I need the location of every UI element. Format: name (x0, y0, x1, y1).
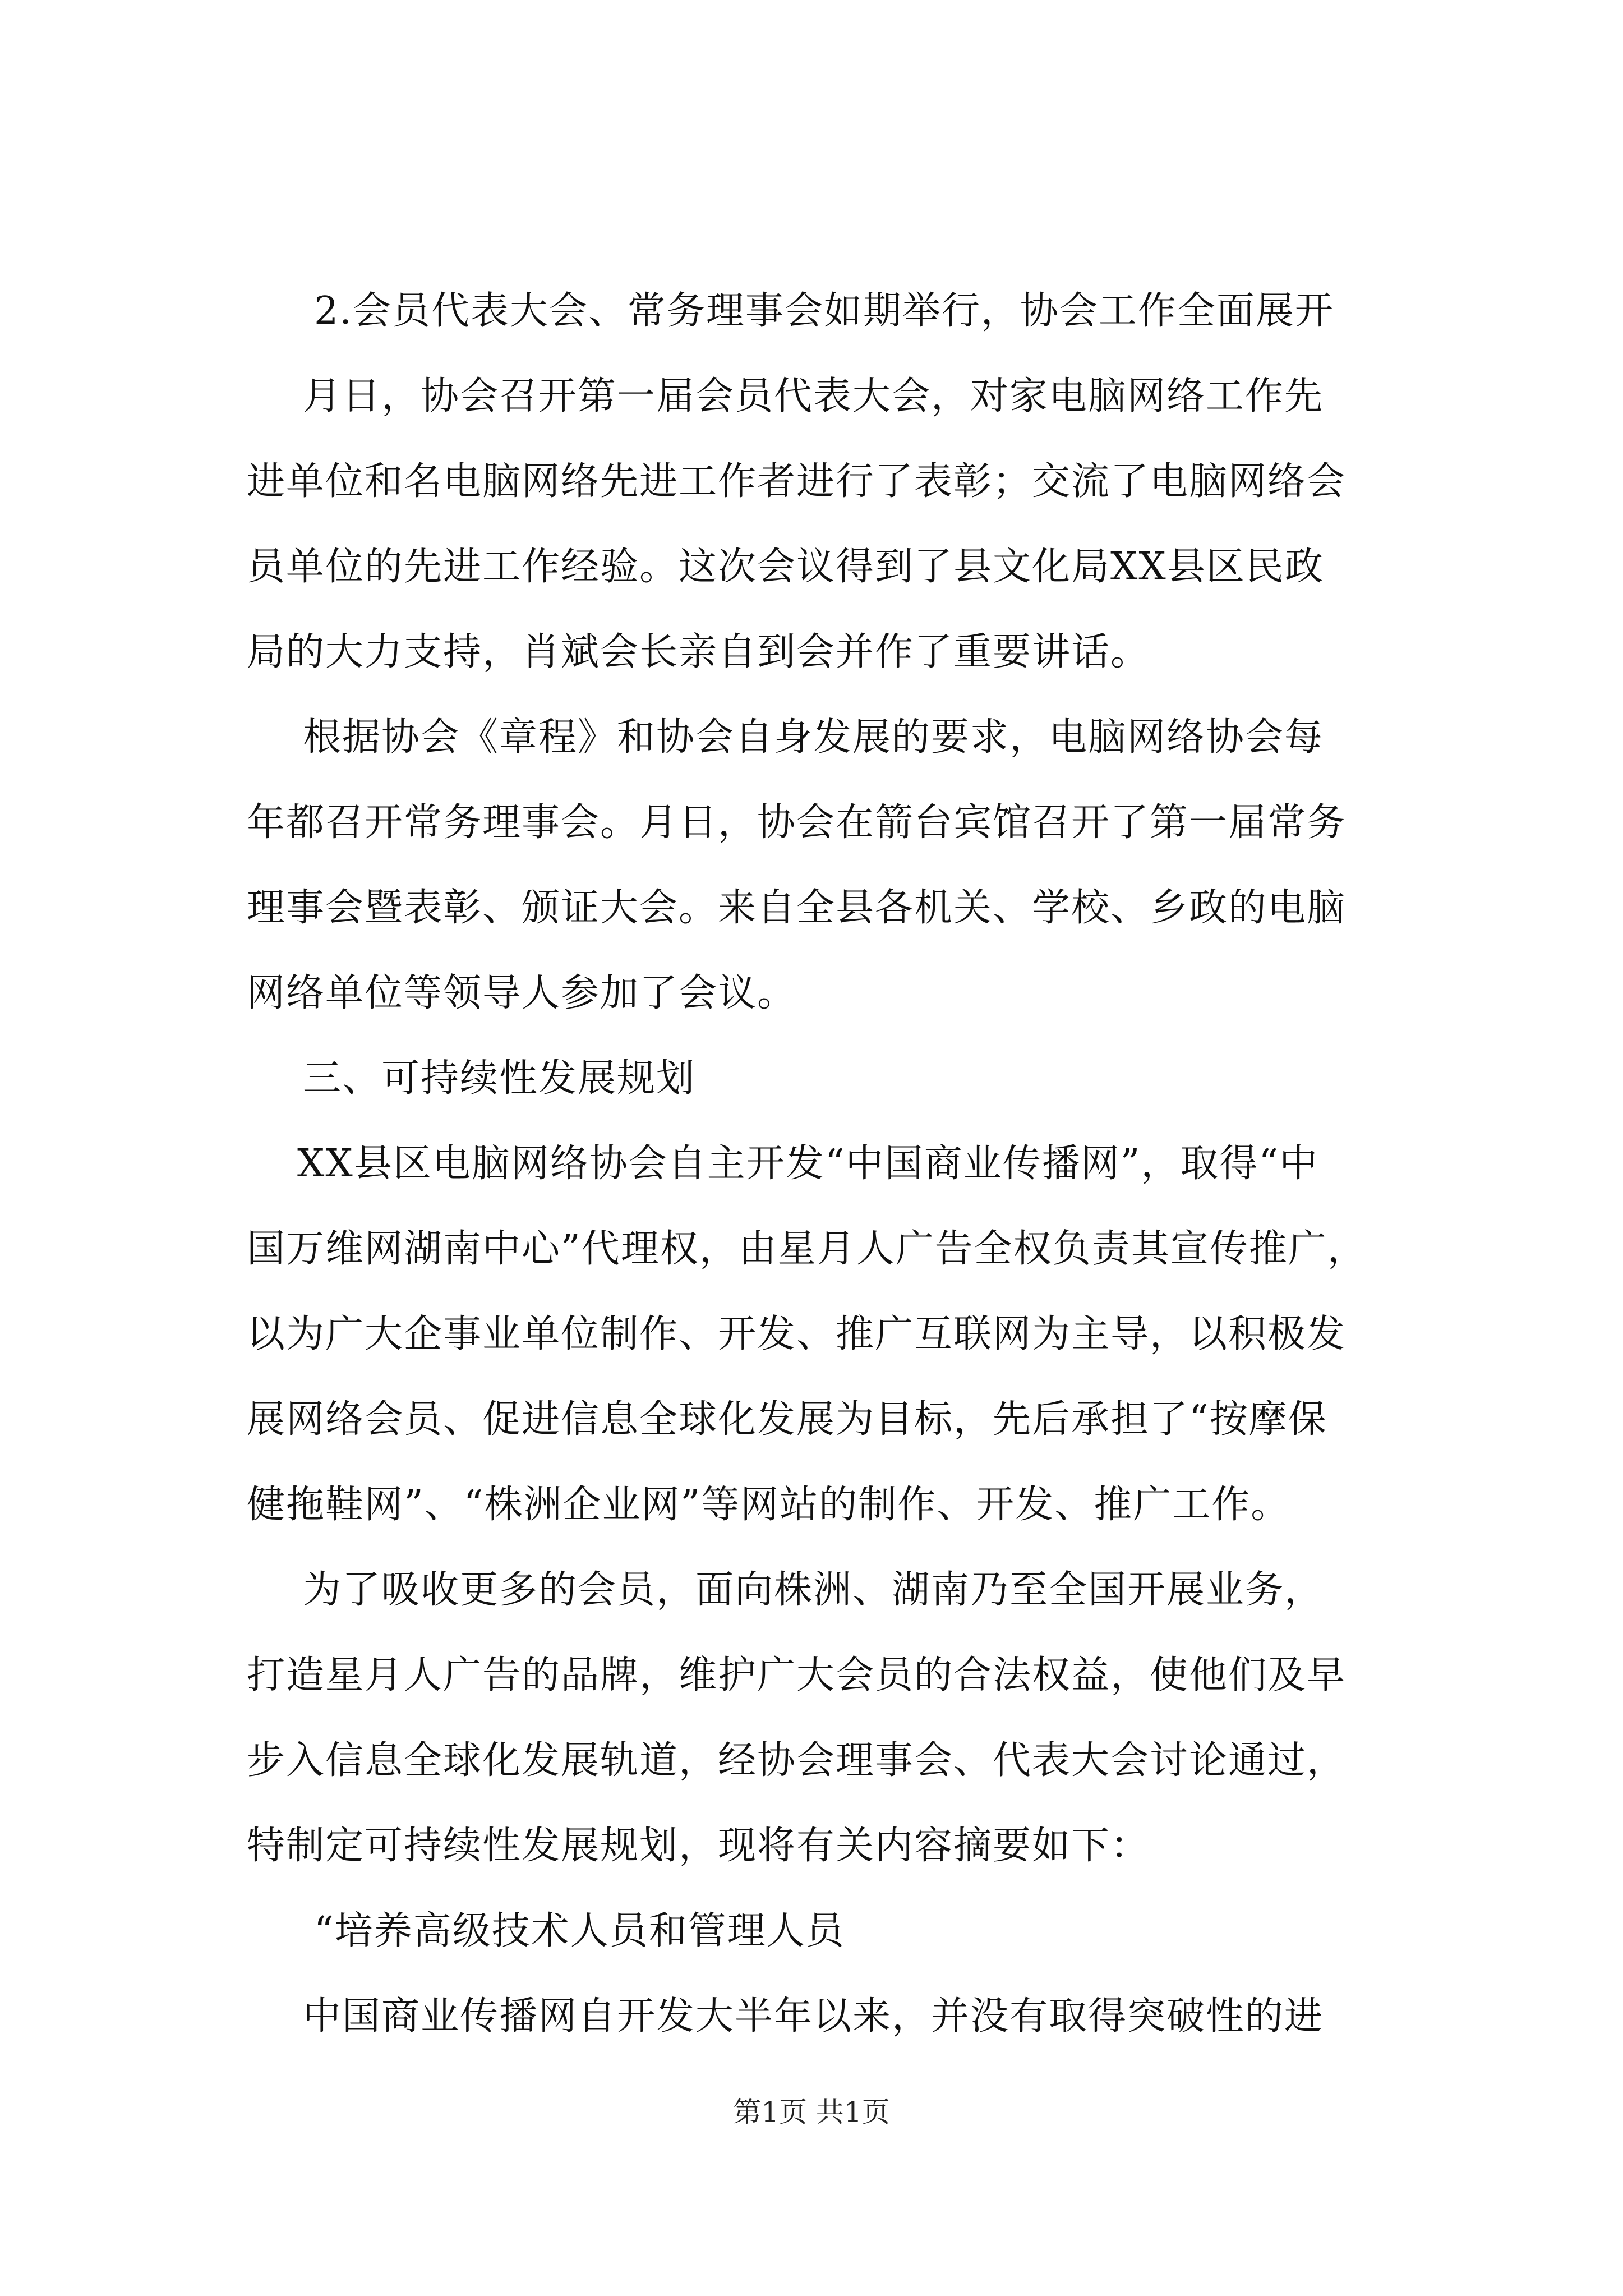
text-line: 年都召开常务理事会。月日，协会在箭台宾馆召开了第一届常务 (247, 800, 1347, 845)
text-line: 为了吸收更多的会员，面向株洲、湖南乃至全国开展业务， (303, 1568, 1324, 1612)
text-line: 打造星月人广告的品牌，维护广大会员的合法权益，使他们及早 (247, 1653, 1347, 1697)
text-line: 国万维网湖南中心”代理权，由星月人广告全权负责其宣传推广， (247, 1227, 1367, 1271)
text-line: 步入信息全球化发展轨道，经协会理事会、代表大会讨论通过， (247, 1738, 1347, 1783)
text-line: 进单位和名电脑网络先进工作者进行了表彰；交流了电脑网络会 (247, 459, 1347, 504)
text-line: 理事会暨表彰、颁证大会。来自全县各机关、学校、乡政的电脑 (247, 886, 1347, 930)
text-line: 中国商业传播网自开发大半年以来，并没有取得突破性的进 (303, 1994, 1324, 2039)
text-line: 2.会员代表大会、常务理事会如期举行，协会工作全面展开 (314, 289, 1334, 333)
text-line: 月日，协会召开第一届会员代表大会，对家电脑网络工作先 (303, 374, 1324, 418)
text-line: 特制定可持续性发展规划，现将有关内容摘要如下： (247, 1824, 1150, 1868)
page-footer: 第1页 共1页 (733, 2096, 890, 2128)
text-line: 健拖鞋网”、“株洲企业网”等网站的制作、开发、推广工作。 (247, 1483, 1290, 1527)
text-line: 展网络会员、促进信息全球化发展为目标，先后承担了“按摩保 (247, 1397, 1327, 1442)
text-line: 网络单位等领导人参加了会议。 (247, 971, 797, 1015)
text-line: 以为广大企事业单位制作、开发、推广互联网为主导，以积极发 (247, 1312, 1347, 1356)
subsection-heading: “培养高级技术人员和管理人员 (314, 1909, 845, 1953)
text-line: XX县区电脑网络协会自主开发“中国商业传播网”，取得“中 (297, 1142, 1319, 1186)
section-heading: 三、可持续性发展规划 (303, 1056, 696, 1101)
text-line: 员单位的先进工作经验。这次会议得到了县文化局XX县区民政 (247, 545, 1324, 589)
text-line: 局的大力支持，肖斌会长亲自到会并作了重要讲话。 (247, 630, 1150, 674)
text-line: 根据协会《章程》和协会自身发展的要求，电脑网络协会每 (303, 715, 1324, 760)
